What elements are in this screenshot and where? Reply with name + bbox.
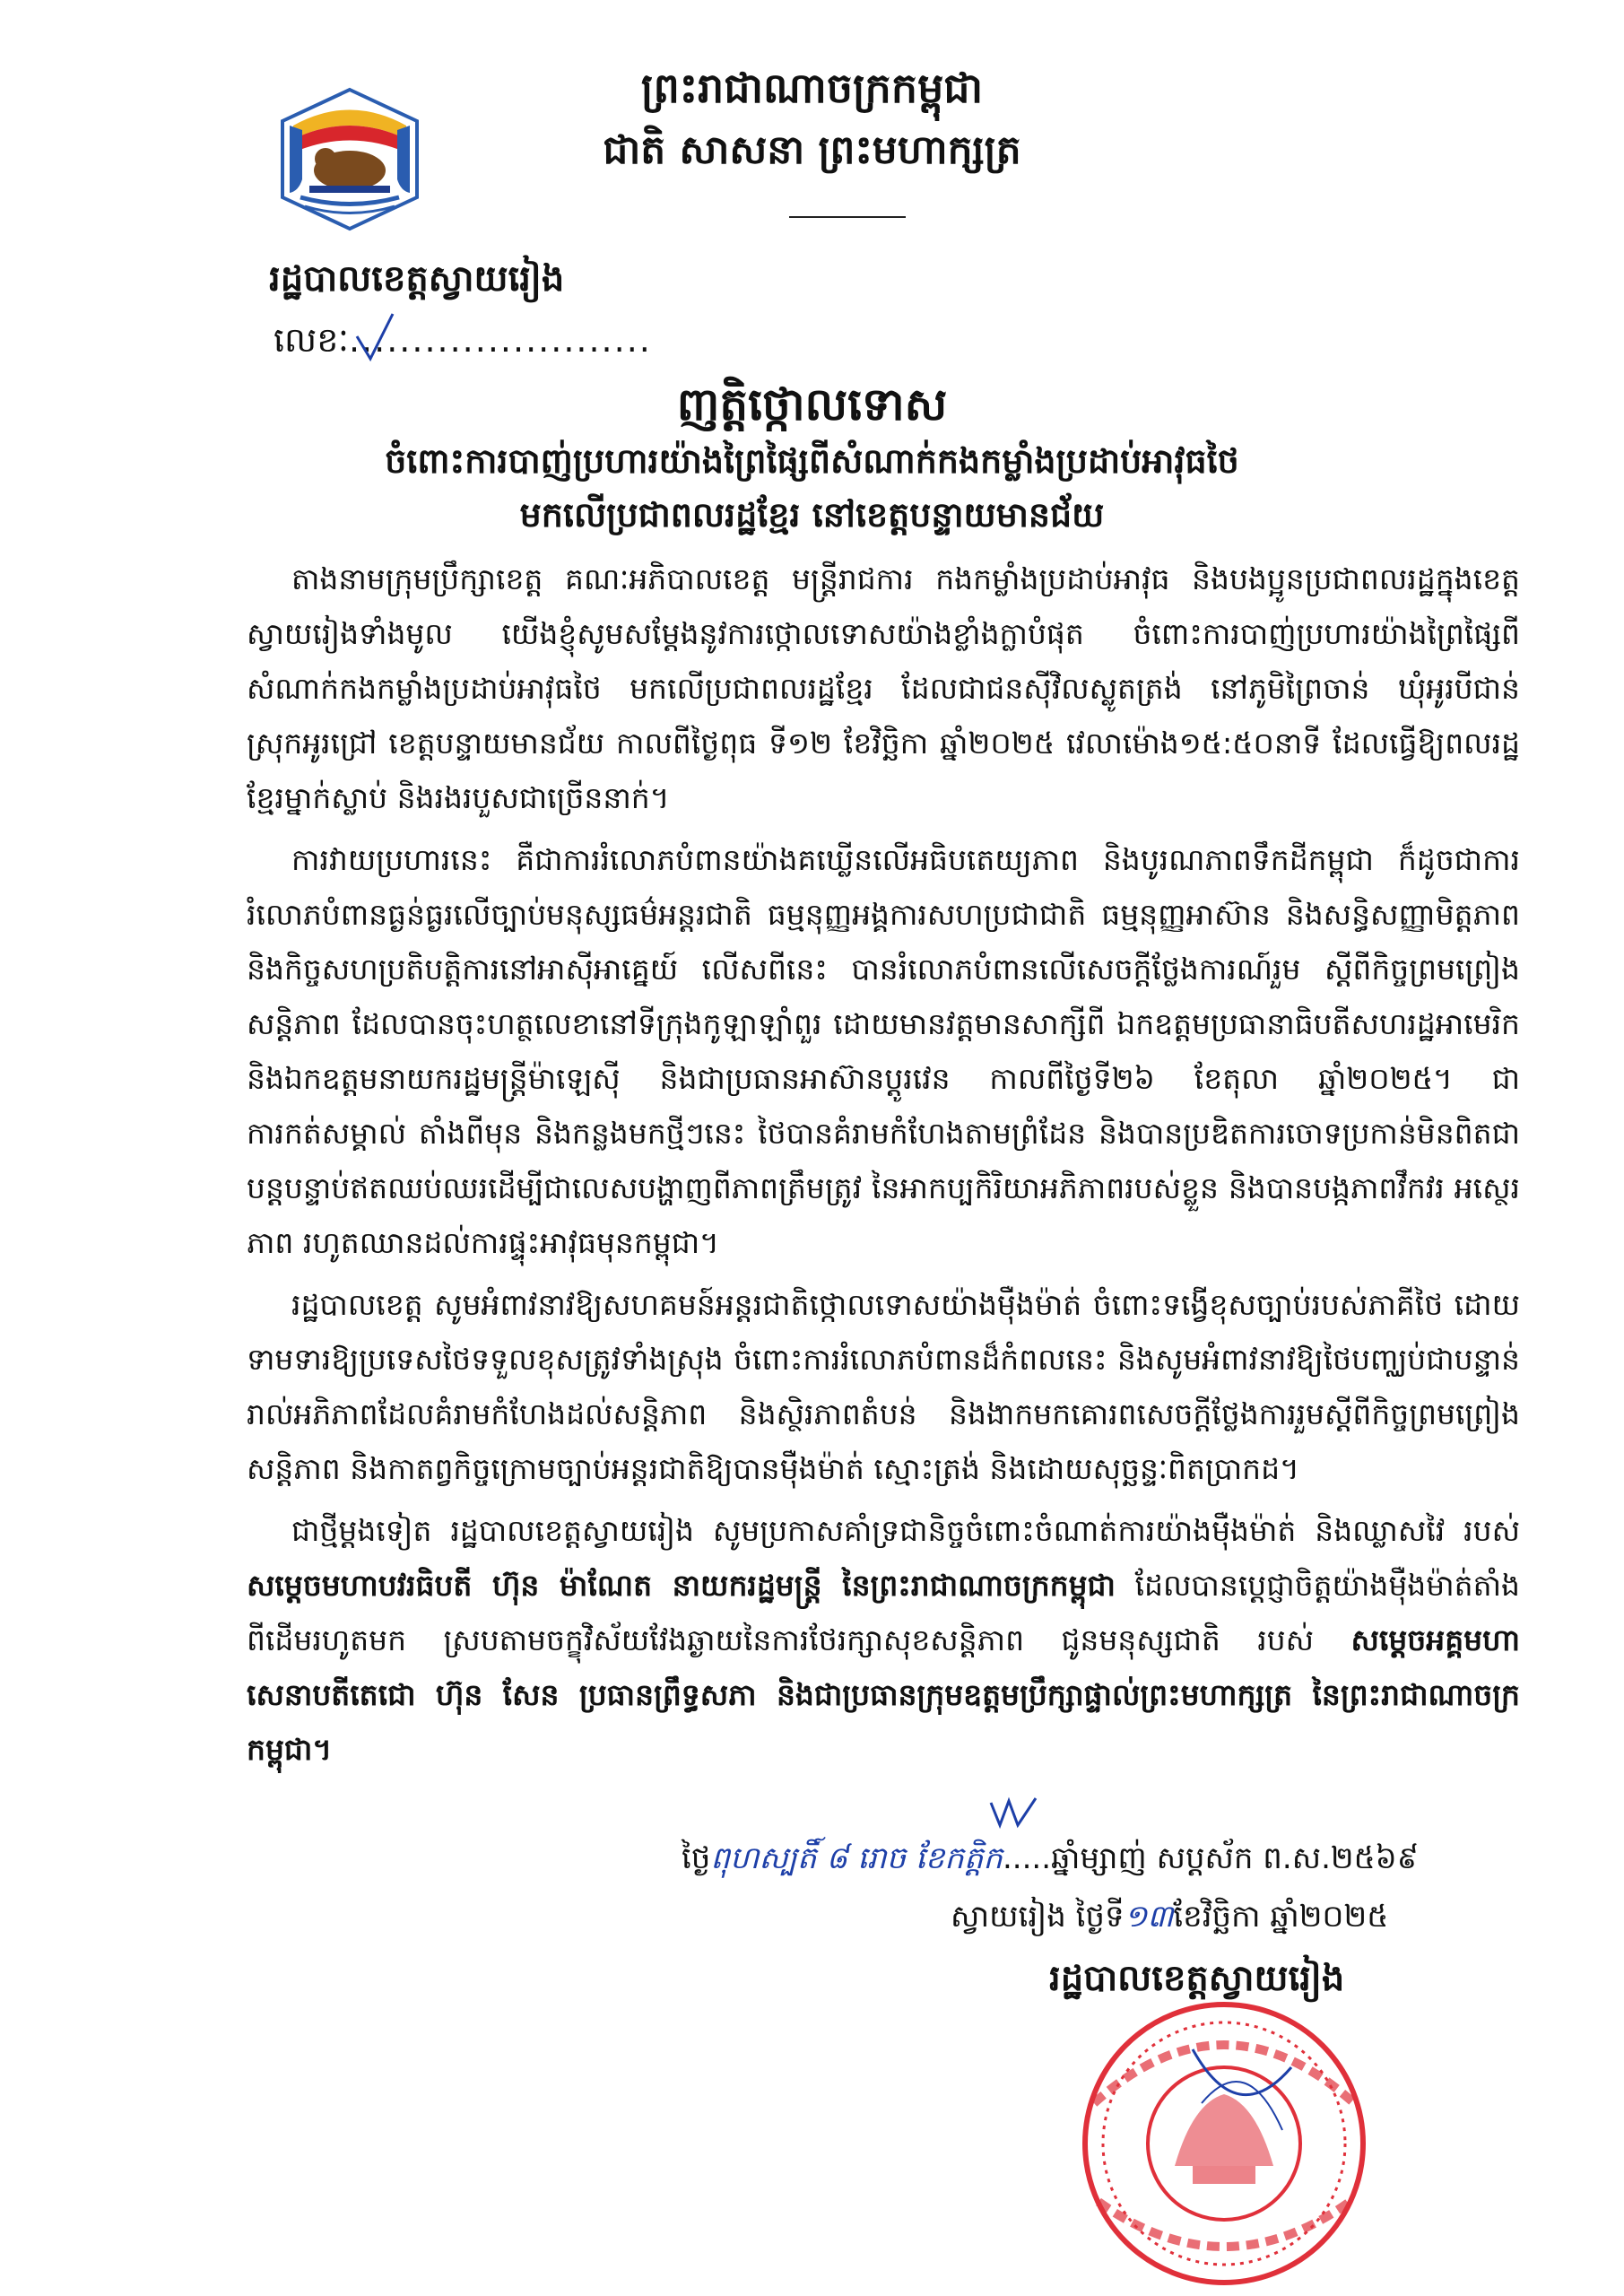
document-body <box>247 552 1520 1784</box>
solar-date-line <box>951 1897 1388 1942</box>
lunar-date-line <box>682 1839 1419 1883</box>
document-subtitle-line2: មកលើប្រជាពលរដ្ឋខ្មែរ នៅខេត្តបន្ទាយមានជ័យ <box>519 495 1105 535</box>
signing-office: រដ្ឋបាលខេត្តស្វាយរៀង <box>1049 1958 1345 1999</box>
reference-number <box>274 318 652 369</box>
national-motto: ជាតិ សាសនា ព្រះមហាក្សត្រ <box>603 127 1021 173</box>
lunar-date-handwritten: ពុហស្បតិ៍ ៨ រោច ខែកត្តិក <box>710 1840 1003 1876</box>
solar-date-suffix: ខែវិច្ឆិកា ឆ្នាំ២០២៥ <box>1173 1899 1389 1935</box>
handwritten-check-mark <box>352 309 397 363</box>
document-subtitle-line1: ចំពោះការបាញ់ប្រហារយ៉ាងព្រៃផ្សៃពីសំណាក់កងកម្លាំងប្រដាប់អាវុធថៃ <box>385 441 1239 481</box>
paragraph-2: ការវាយប្រហារនេះ គឺជាការរំលោភបំពានយ៉ាងគឃ្លើនលើអធិបតេយ្យភាព និងបូរណភាពទឹកដីកម្ពុជា ក៏ដូចជាការរំលោភបំពានធ្ងន់ធ្ងរលើច្បាប់មនុស្សធម៌អន្តរជាតិ ធម្មនុញ្ញអង្គការសហប្រជាជាតិ ធម្មនុញ្ញអាស៊ាន និងសន្ធិសញ្ញាមិត្តភាព និងកិច្ចសហប្រតិបត្តិការនៅអាស៊ីអាគ្នេយ៍ លើសពីនេះ បានរំលោភបំពានលើសេចក្តីថ្លែងការណ៍រួម ស្តីពីកិច្ចព្រមព្រៀងសន្តិភាព ដែលបានចុះហត្ថលេខានៅទីក្រុងកូឡាឡាំពួរ ដោយមានវត្តមានសាក្សីពី ឯកឧត្តមប្រធានាធិបតីសហរដ្ឋអាមេរិក និងឯកឧត្តមនាយករដ្ឋមន្ត្រីម៉ាឡេស៊ី និងជាប្រធានអាស៊ានប្តូរវេន កាលពីថ្ងៃទី២៦ ខែតុលា ឆ្នាំ២០២៥។ ជាការកត់សម្គាល់ តាំងពីមុន និងកន្លងមកថ្មីៗនេះ ថៃបានគំរាមកំហែងតាមព្រំដែន និងបានប្រឌិតការចោទប្រកាន់មិនពិតជាបន្តបន្ទាប់ឥតឈប់ឈរដើម្បីជាលេសបង្ហាញពីភាពត្រឹមត្រូវ នៃអាកប្បកិរិយាអភិភាពរបស់ខ្លួន និងបានបង្កភាពវឹកវរ អស្ថេរភាព រហូតឈានដល់ការផ្ទុះអាវុធមុនកម្ពុជា។ <box>247 842 1520 1260</box>
solar-date-prefix: ស្វាយរៀង ថ្ងៃទី <box>951 1899 1125 1935</box>
paragraph-4-part-a: ជាថ្មីម្តងទៀត រដ្ឋបាលខេត្តស្វាយរៀង សូមប្រកាសគាំទ្រជានិច្ចចំពោះចំណាត់ការយ៉ាងម៉ឺងម៉ាត់ និងឈ្លាសវៃ របស់ <box>291 1513 1520 1548</box>
prime-minister-name: សម្តេចមហាបវរធិបតី ហ៊ុន ម៉ាណែត នាយករដ្ឋមន្ត្រី នៃព្រះរាជាណាចក្រកម្ពុជា <box>247 1568 1116 1603</box>
paragraph-4 <box>247 1503 1520 1777</box>
handwritten-initial <box>986 1794 1040 1830</box>
solar-date-handwritten: ១៣ <box>1124 1899 1174 1935</box>
kingdom-heading: ព្រះរាជាណាចក្រកម្ពុជា <box>640 64 984 112</box>
document-title: ញត្តិថ្កោលទោស <box>676 378 948 430</box>
reference-dots: ........................ <box>348 320 652 360</box>
reference-label: លេខៈ <box>274 320 349 360</box>
official-seal-stamp <box>1058 1996 1390 2292</box>
lunar-date-prefix: ថ្ងៃ <box>682 1840 711 1876</box>
divider-ornament <box>789 215 906 219</box>
senate-president-name: សម្តេចអគ្គមហាសេនាបតីតេជោ ហ៊ុន សែន ប្រធានព្រឹទ្ធសភា និងជាប្រធានក្រុមឧត្តមប្រឹក្សាផ្ទាល់ព្រះមហាក្សត្រ នៃព្រះរាជាណាចក្រកម្ពុជា។ <box>247 1622 1520 1767</box>
lunar-date-dots: ..... <box>1002 1840 1052 1876</box>
lunar-date-suffix: ឆ្នាំម្សាញ់ សប្តស័ក ព.ស.២៥៦៩ <box>1051 1840 1419 1876</box>
paragraph-3: រដ្ឋបាលខេត្ត សូមអំពាវនាវឱ្យសហគមន៍អន្តរជាតិថ្កោលទោសយ៉ាងម៉ឺងម៉ាត់ ចំពោះទង្វើខុសច្បាប់របស់ភាគីថៃ ដោយទាមទារឱ្យប្រទេសថៃទទួលខុសត្រូវទាំងស្រុង ចំពោះការរំលោភបំពានដ៏កំពលនេះ និងសូមអំពាវនាវឱ្យថៃបញ្ឈប់ជាបន្ទាន់រាល់អភិភាពដែលគំរាមកំហែងដល់សន្តិភាព និងស្ថិរភាពតំបន់ និងងាកមកគោរពសេចក្តីថ្លែងការរួមស្តីពីកិច្ចព្រមព្រៀងសន្តិភាព និងកាតព្វកិច្ចក្រោមច្បាប់អន្តរជាតិឱ្យបានម៉ឺងម៉ាត់ ស្មោះត្រង់ និងដោយសុច្ឆន្ទៈពិតប្រាកដ។ <box>247 1287 1520 1486</box>
paragraph-4-part-c: ដែលបានប្តេជ្ញាចិត្តយ៉ាងម៉ឺងម៉ាត់តាំងពីដើមរហូតមក ស្របតាមចក្ខុវិស័យវែងឆ្ងាយនៃការថែរក្សាសុខសន្តិភាព ជូនមនុស្សជាតិ របស់ <box>247 1568 1520 1657</box>
issuing-office: រដ្ឋបាលខេត្តស្វាយរៀង <box>269 258 565 300</box>
paragraph-1: តាងនាមក្រុមប្រឹក្សាខេត្ត គណៈអភិបាលខេត្ត មន្ត្រីរាជការ កងកម្លាំងប្រដាប់អាវុធ និងបងប្អូនប្រជាពលរដ្ឋក្នុងខេត្តស្វាយរៀងទាំងមូល យើងខ្ញុំសូមសម្តែងនូវការថ្កោលទោសយ៉ាងខ្លាំងក្លាបំផុត ចំពោះការបាញ់ប្រហារយ៉ាងព្រៃផ្សៃពីសំណាក់កងកម្លាំងប្រដាប់អាវុធថៃ មកលើប្រជាពលរដ្ឋខ្មែរ ដែលជាជនស៊ីវិលស្លូតត្រង់ នៅភូមិព្រៃចាន់ ឃុំអូរបីជាន់ ស្រុកអូរជ្រៅ ខេត្តបន្ទាយមានជ័យ កាលពីថ្ងៃពុធ ទី១២ ខែវិច្ឆិកា ឆ្នាំ២០២៥ វេលាម៉ោង១៥:៥០នាទី ដែលធ្វើឱ្យពលរដ្ឋខ្មែរម្នាក់ស្លាប់ និងរងរបួសជាច្រើននាក់។ <box>247 561 1520 815</box>
